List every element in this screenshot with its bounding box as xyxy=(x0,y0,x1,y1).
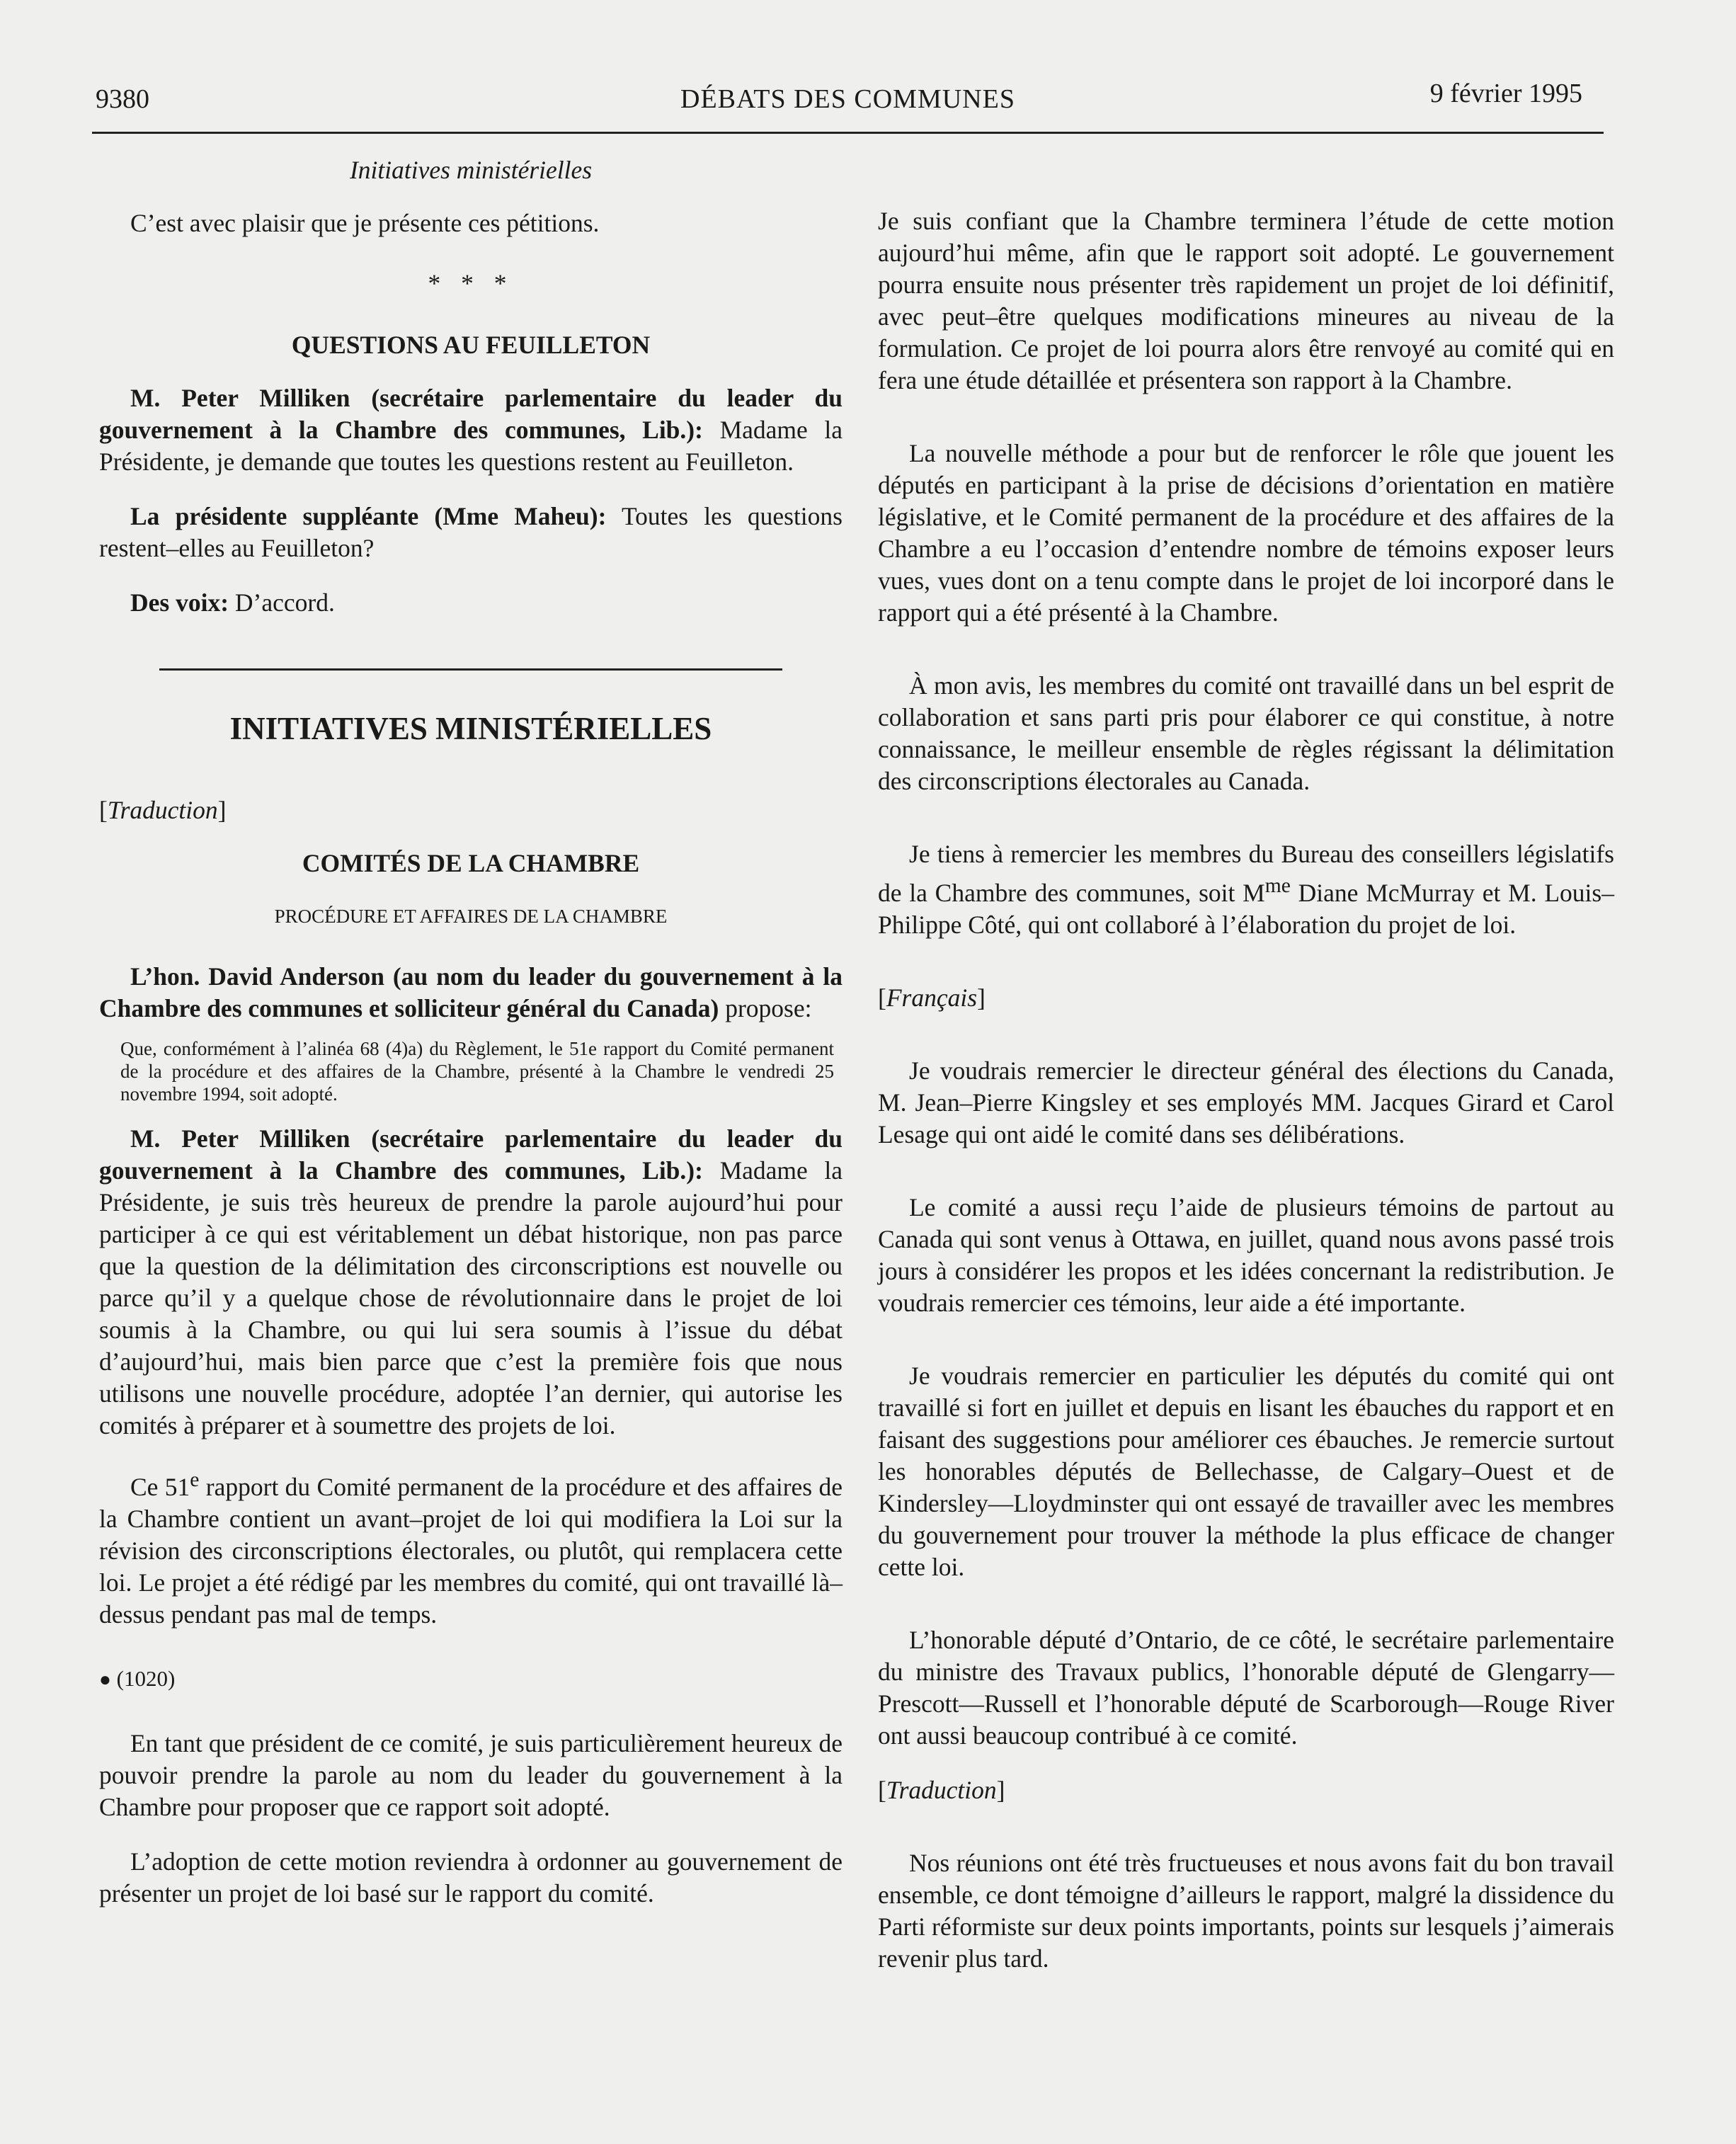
speech-text: Toutes les questions restent–elles au Feuilleton? xyxy=(99,502,843,562)
paragraph-voix xyxy=(99,587,843,619)
paragraph-deputes: Je voudrais remercier en particulier les députés du comité qui ont travaillé si fort en juillet et depuis en lisant les ébauches du rapport et en faisant des suggestions pour améliorer ces ébauches. Je remercie surtout les honorables députés de Bellechasse, de Calgary–Ouest et de Kindersley—Lloydminster qui ont essayé de travailler avec les membres du gouvernement pour trouver la méthode la plus efficace de changer cette loi. xyxy=(878,1361,1614,1581)
paragraph-president xyxy=(99,501,843,564)
paragraph-reunions: Nos réunions ont été très fructueuses et nous avons fait du bon travail ensemble, ce dont témoigne d’ailleurs le rapport, malgré la dissidence du Parti réformiste sur deux points importants, points sur lesquels j’aimerais revenir plus tard. xyxy=(878,1848,1614,1973)
language-note: [Français] xyxy=(878,983,986,1012)
title-suffix: me xyxy=(1264,874,1291,897)
section-separator: * * * xyxy=(428,269,514,297)
paragraph-ontario: L’honorable député d’Ontario, de ce côté, le secrétaire parlementaire du ministre des Travaux publics, l’honorable député de Glengarry—Prescott—Russell et l’honorable député de Scarborough—Rouge River ont aussi beaucoup contribué à ce comité. xyxy=(878,1625,1614,1750)
section-divider xyxy=(159,668,782,671)
paragraph-temoins: Le comité a aussi reçu l’aide de plusieurs témoins de partout au Canada qui sont venus à Ottawa, en juillet, quand nous avons passé trois jours à considérer les propos et les idées concernant la redistribution. Je voudrais remercier ces témoins, leur aide a été importante. xyxy=(878,1192,1614,1317)
paragraph-51e-rapport xyxy=(99,1464,843,1631)
right-column xyxy=(878,205,1614,1975)
heading-initiatives: INITIATIVES MINISTÉRIELLES xyxy=(229,711,712,746)
bullet-icon: ● xyxy=(99,1668,111,1691)
text-part: Je tiens à remercier les membres du Bureau des conseillers législatifs de la Chambre des communes, soit M xyxy=(878,840,1614,907)
paragraph-remercier xyxy=(878,838,1614,941)
heading-questions: QUESTIONS AU FEUILLETON xyxy=(291,331,651,359)
running-head: Initiatives ministérielles xyxy=(349,156,593,184)
publication-title: DÉBATS DES COMMUNES xyxy=(680,84,1015,114)
page-header xyxy=(92,78,1604,134)
speaker-name: La présidente suppléante (Mme Maheu): xyxy=(130,502,607,530)
language-note-text: Traduction xyxy=(886,1775,997,1804)
heading-comites: COMITÉS DE LA CHAMBRE xyxy=(302,849,640,877)
text-part: Diane McMurray et M. Louis–Philippe Côté, qui ont collaboré à l’élaboration du projet de loi. xyxy=(878,878,1614,939)
ordinal-suffix: e xyxy=(190,1469,200,1491)
heading-procedure: PROCÉDURE ET AFFAIRES DE LA CHAMBRE xyxy=(274,906,668,927)
paragraph-milliken-2 xyxy=(99,1123,843,1442)
speaker-name: Des voix: xyxy=(130,588,229,617)
speaker-name: M. Peter Milliken (secrétaire parlementaire du leader du gouvernement à la Chambre des communes, Lib.): xyxy=(99,384,843,444)
speaker-name: L’hon. David Anderson (au nom du leader du gouvernement à la Chambre des communes et solliciteur général du Canada) xyxy=(99,962,843,1022)
speech-text: D’accord. xyxy=(229,588,335,617)
language-note: [Traduction] xyxy=(99,796,227,824)
language-note-text: Français xyxy=(886,983,978,1012)
language-note-text: Traduction xyxy=(107,796,218,824)
paragraph-directeur: Je voudrais remercier le directeur général des élections du Canada, M. Jean–Pierre Kingsley et ses employés MM. Jacques Girard et Carol Lesage qui ont aidé le comité dans ses délibérations. xyxy=(878,1056,1614,1148)
paragraph-methode: La nouvelle méthode a pour but de renforcer le rôle que jouent les députés en participant à la prise de décisions d’orientation en matière législative, et le Comité permanent de la procédure et des affaires de la Chambre a eu l’occasion d’entendre nombre de témoins exposer leurs vues, vues dont on a tenu compte dans le projet de loi incorporé dans le rapport qui a été présenté à la Chambre. xyxy=(878,439,1614,627)
speech-text: Madame la Présidente, je suis très heureux de prendre la parole aujourd’hui pour participer à ce qui est véritablement un débat historique, non pas parce que la question de la délimitation des circonscriptions est nouvelle ou parce qu’il y a quelque chose de révolutionnaire dans le projet de loi soumis à la Chambre, ou qui lui sera soumis à l’issue du débat d’aujourd’hui, mais bien parce que c’est la première fois que nous utilisons une nouvelle procédure, adoptée l’an dernier, qui autorise les comités à préparer et à soumettre des projets de loi. xyxy=(99,1156,843,1439)
speech-text: propose: xyxy=(719,994,812,1022)
speech-text: Madame la Présidente, je demande que toutes les questions restent au Feuilleton. xyxy=(99,416,843,476)
time-marker xyxy=(99,1663,843,1696)
issue-date: 9 février 1995 xyxy=(1429,79,1582,108)
left-column xyxy=(99,154,843,1910)
motion-text: Que, conformément à l’alinéa 68 (4)a) du Règlement, le 51e rapport du Comité permanent de la procédure et des affaires de la Chambre, présenté à la Chambre le vendredi 25 novembre 1994, soit adopté. xyxy=(120,1038,834,1105)
paragraph-petitions: C’est avec plaisir que je présente ces pétitions. xyxy=(130,209,600,237)
paragraph-avis: À mon avis, les membres du comité ont travaillé dans un bel esprit de collaboration et sans parti pris pour élaborer ce qui constitue, à notre connaissance, le meilleur ensemble de règles régissant la délimitation des circonscriptions électorales au Canada. xyxy=(878,671,1614,795)
language-note: [Traduction] xyxy=(878,1775,1005,1804)
page-number: 9380 xyxy=(96,84,149,114)
speaker-name: M. Peter Milliken (secrétaire parlementaire du leader du gouvernement à la Chambre des communes, Lib.): xyxy=(99,1124,843,1185)
paragraph-confiant: Je suis confiant que la Chambre terminera l’étude de cette motion aujourd’hui même, afin que le rapport soit adopté. Le gouvernement pourra ensuite nous présenter très rapidement un projet de loi définitif, avec peut–être quelques modifications mineures au niveau de la formulation. Ce projet de loi pourra alors être renvoyé au comité qui en fera une étude détaillée et présentera son rapport à la Chambre. xyxy=(878,207,1614,394)
time-stamp: (1020) xyxy=(116,1665,176,1691)
text-part: rapport du Comité permanent de la procédure et des affaires de la Chambre contient un avant–projet de loi qui modifiera la Loi sur la révision des circonscriptions électorales, ou plutôt, qui remplacera cette loi. Le projet a été rédigé par les membres du comité, qui ont travaillé là–dessus pendant pas mal de temps. xyxy=(99,1472,843,1629)
paragraph-anderson xyxy=(99,961,843,1025)
paragraph-adoption: L’adoption de cette motion reviendra à ordonner au gouvernement de présenter un projet de loi basé sur le rapport du comité. xyxy=(99,1847,843,1908)
text-part: Ce 51 xyxy=(130,1472,190,1501)
paragraph-milliken-1 xyxy=(99,382,843,478)
paragraph-president-comite: En tant que président de ce comité, je suis particulièrement heureux de pouvoir prendre la parole au nom du leader du gouvernement à la Chambre pour proposer que ce rapport soit adopté. xyxy=(99,1728,843,1821)
